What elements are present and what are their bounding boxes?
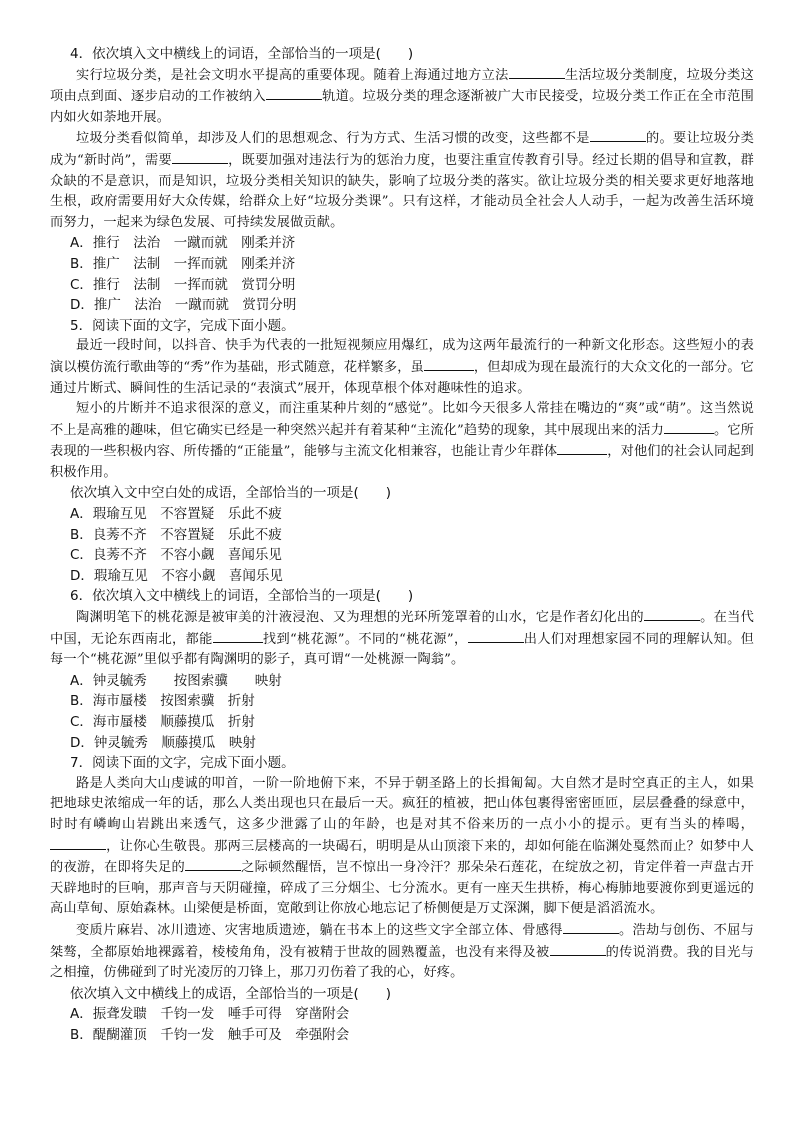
- fill-blank: [644, 607, 700, 621]
- fill-blank: [266, 86, 322, 100]
- fill-blank: [185, 857, 241, 871]
- question-5-option-d: D．瑕瑜互见 不容小觑 喜闻乐见: [70, 567, 283, 584]
- question-6-option-b: B．海市蜃楼 按图索骥 折射: [70, 693, 255, 710]
- fill-blank: [172, 150, 228, 164]
- question-7-paragraph-1: 路是人类向大山虔诚的叩首，一阶一阶地俯下来，不异于朝圣路上的长揖匍匐。大自然才是时空真正的主人，如果把地球史浓缩成一年的话，那么人类出现也只在最后一天。疯狂的植被，把山体包裹得密密匝匝，层层叠叠的绿意中，时时有嶙峋山岩跳出来透气，这多少泄露了山的年龄，也是对其不俗来历的一点小小的提示。更有当头的棒喝，，让你心生敬畏。那两三层楼高的一块碣石，明明是从山顶滚下来的，却如何能在临渊处戛然而止？如梦中人的夜游，在即将失足的 之际顿然醒悟，岂不惊出一身冷汗？那朵朵石莲花，在绽放之初，肯定伴着一声盘古开天辟地时的巨响，那声音与天阴碰撞，碎成了三分烟尘、七分流水。更有一座天生拱桥，梅心梅肺地要渡你到更遥远的高山草甸、原始森林。山梁便是桥面，宽敞到让你放心地忘记了桥侧便是万丈深渊，脚下便是滔滔流水。: [50, 775, 754, 917]
- question-7-option-b: B．醍醐灌顶 千钧一发 触手可及 牵强附会: [70, 1026, 350, 1043]
- question-4-stem: 4．依次填入文中横线上的词语，全部恰当的一项是( ): [70, 46, 414, 62]
- question-6-option-a: A．钟灵毓秀 按图索骥 映射: [70, 672, 282, 689]
- fill-blank: [50, 836, 106, 850]
- fill-blank: [509, 65, 565, 79]
- question-6-paragraph-1: 陶渊明笔下的桃花源是被审美的汁液浸泡、又为理想的光环所笼罩着的山水，它是作者幻化出的 。在当代中国，无论东西南北，都能 找到“桃花源”。不同的“桃花源”， 出人们对理想家园不同的理解认知。但每一个“桃花源”里似乎都有陶渊明的影子，真可谓“一处桃源一陶翁”。: [50, 607, 754, 671]
- question-5-stem: 5．阅读下面的文字，完成下面小题。: [70, 317, 295, 334]
- fill-blank: [468, 629, 524, 643]
- fill-blank: [550, 942, 606, 956]
- question-5-option-c: C．良莠不齐 不容小觑 喜闻乐见: [70, 547, 282, 564]
- question-7-sub-stem: 依次填入文中横线上的成语，全部恰当的一项是( ): [70, 985, 392, 1002]
- fill-blank: [590, 128, 646, 142]
- question-7-option-a: A．振聋发聩 千钧一发 唾手可得 穿凿附会: [70, 1006, 350, 1023]
- fill-blank: [213, 629, 263, 643]
- question-6-stem: 6．依次填入文中横线上的词语，全部恰当的一项是( ): [70, 588, 414, 605]
- question-4-option-d: D．推广 法治 一蹴而就 赏罚分明: [70, 297, 297, 314]
- fill-blank: [563, 920, 619, 934]
- fill-blank: [424, 357, 474, 371]
- question-6-option-c: C．海市蜃楼 顺藤摸瓜 折射: [70, 714, 255, 730]
- question-6-option-d: D．钟灵毓秀 顺藤摸瓜 映射: [70, 734, 256, 751]
- question-7-stem: 7．阅读下面的文字，完成下面小题。: [70, 755, 295, 772]
- question-5-paragraph-2: 短小的片断并不追求很深的意义，而注重某种片刻的“感觉”。比如今天很多人常挂在嘴边的“爽”或“萌”。这当然说不上是高雅的趣味，但它确实已经是一种突然兴起并有着某种“主流化”趋势的现象，其中展现出来的活力 。它所表现的一些积极内容、所传播的“正能量”，能够与主流文化相兼容，也能让青少年群体 ，对他们的社会认同起到积极作用。: [50, 401, 754, 480]
- fill-blank: [664, 420, 714, 434]
- question-4-paragraph-1: 实行垃圾分类，是社会文明水平提高的重要体现。随着上海通过地方立法 生活垃圾分类制度，垃圾分类这项由点到面、逐步启动的工作被纳入 轨道。垃圾分类的理念逐渐被广大市民接受，垃圾分类工作正在全市范围内如火如荼地开展。: [50, 65, 754, 129]
- document-page: [50, 44, 754, 1046]
- question-7-paragraph-2: 变质片麻岩、冰川遗迹、灾害地质遗迹，躺在书本上的这些文字全部立体、骨感得 。浩劫与创伤、不屈与桀骜，全都原始地裸露着，棱棱角角，没有被精于世故的圆熟覆盖，也没有来得及被 的传说消费。我的目光与之相撞，仿佛碰到了时光凌厉的刀锋上，那刀刃伤着了我的心，好疼。: [50, 920, 754, 984]
- question-5-sub-stem: 依次填入文中空白处的成语，全部恰当的一项是( ): [70, 485, 392, 502]
- question-5-option-b: B．良莠不齐 不容置疑 乐此不疲: [70, 526, 282, 543]
- question-5-option-a: A．瑕瑜互见 不容置疑 乐此不疲: [70, 506, 282, 523]
- question-4-option-a: A．推行 法治 一蹴而就 刚柔并济: [70, 235, 296, 252]
- fill-blank: [557, 441, 607, 455]
- question-4-option-b: B．推广 法制 一挥而就 刚柔并济: [70, 255, 296, 272]
- question-5-paragraph-1: 最近一段时间，以抖音、快手为代表的一批短视频应用爆红，成为这两年最流行的一种新文化形态。这些短小的表演以模仿流行歌曲等的“秀”作为基础，形式随意，花样繁多，虽 ，但却成为现在最流行的大众文化的一部分。它通过片断式、瞬间性的生活记录的“表演式”展开，体现草根个体对趣味性的追求。: [50, 338, 754, 396]
- question-4-paragraph-2: 垃圾分类看似简单，却涉及人们的思想观念、行为方式、生活习惯的改变，这些都不是 的。要让垃圾分类成为“新时尚”，需要 ，既要加强对违法行为的惩治力度，也要注重宣传教育引导。经过长期的倡导和宣教，群众缺的不是意识，而是知识，垃圾分类相关知识的缺失，影响了垃圾分类的落实。欲让垃圾分类的相关要求更好地落地生根，政府需要用好大众传媒，给群众上好“垃圾分类课”。只有这样，才能动员全社会人人动手，一起为改善生活环境而努力，一起来为绿色发展、可持续发展做贡献。: [50, 128, 754, 233]
- question-4-option-c: C．推行 法制 一挥而就 赏罚分明: [70, 276, 296, 293]
